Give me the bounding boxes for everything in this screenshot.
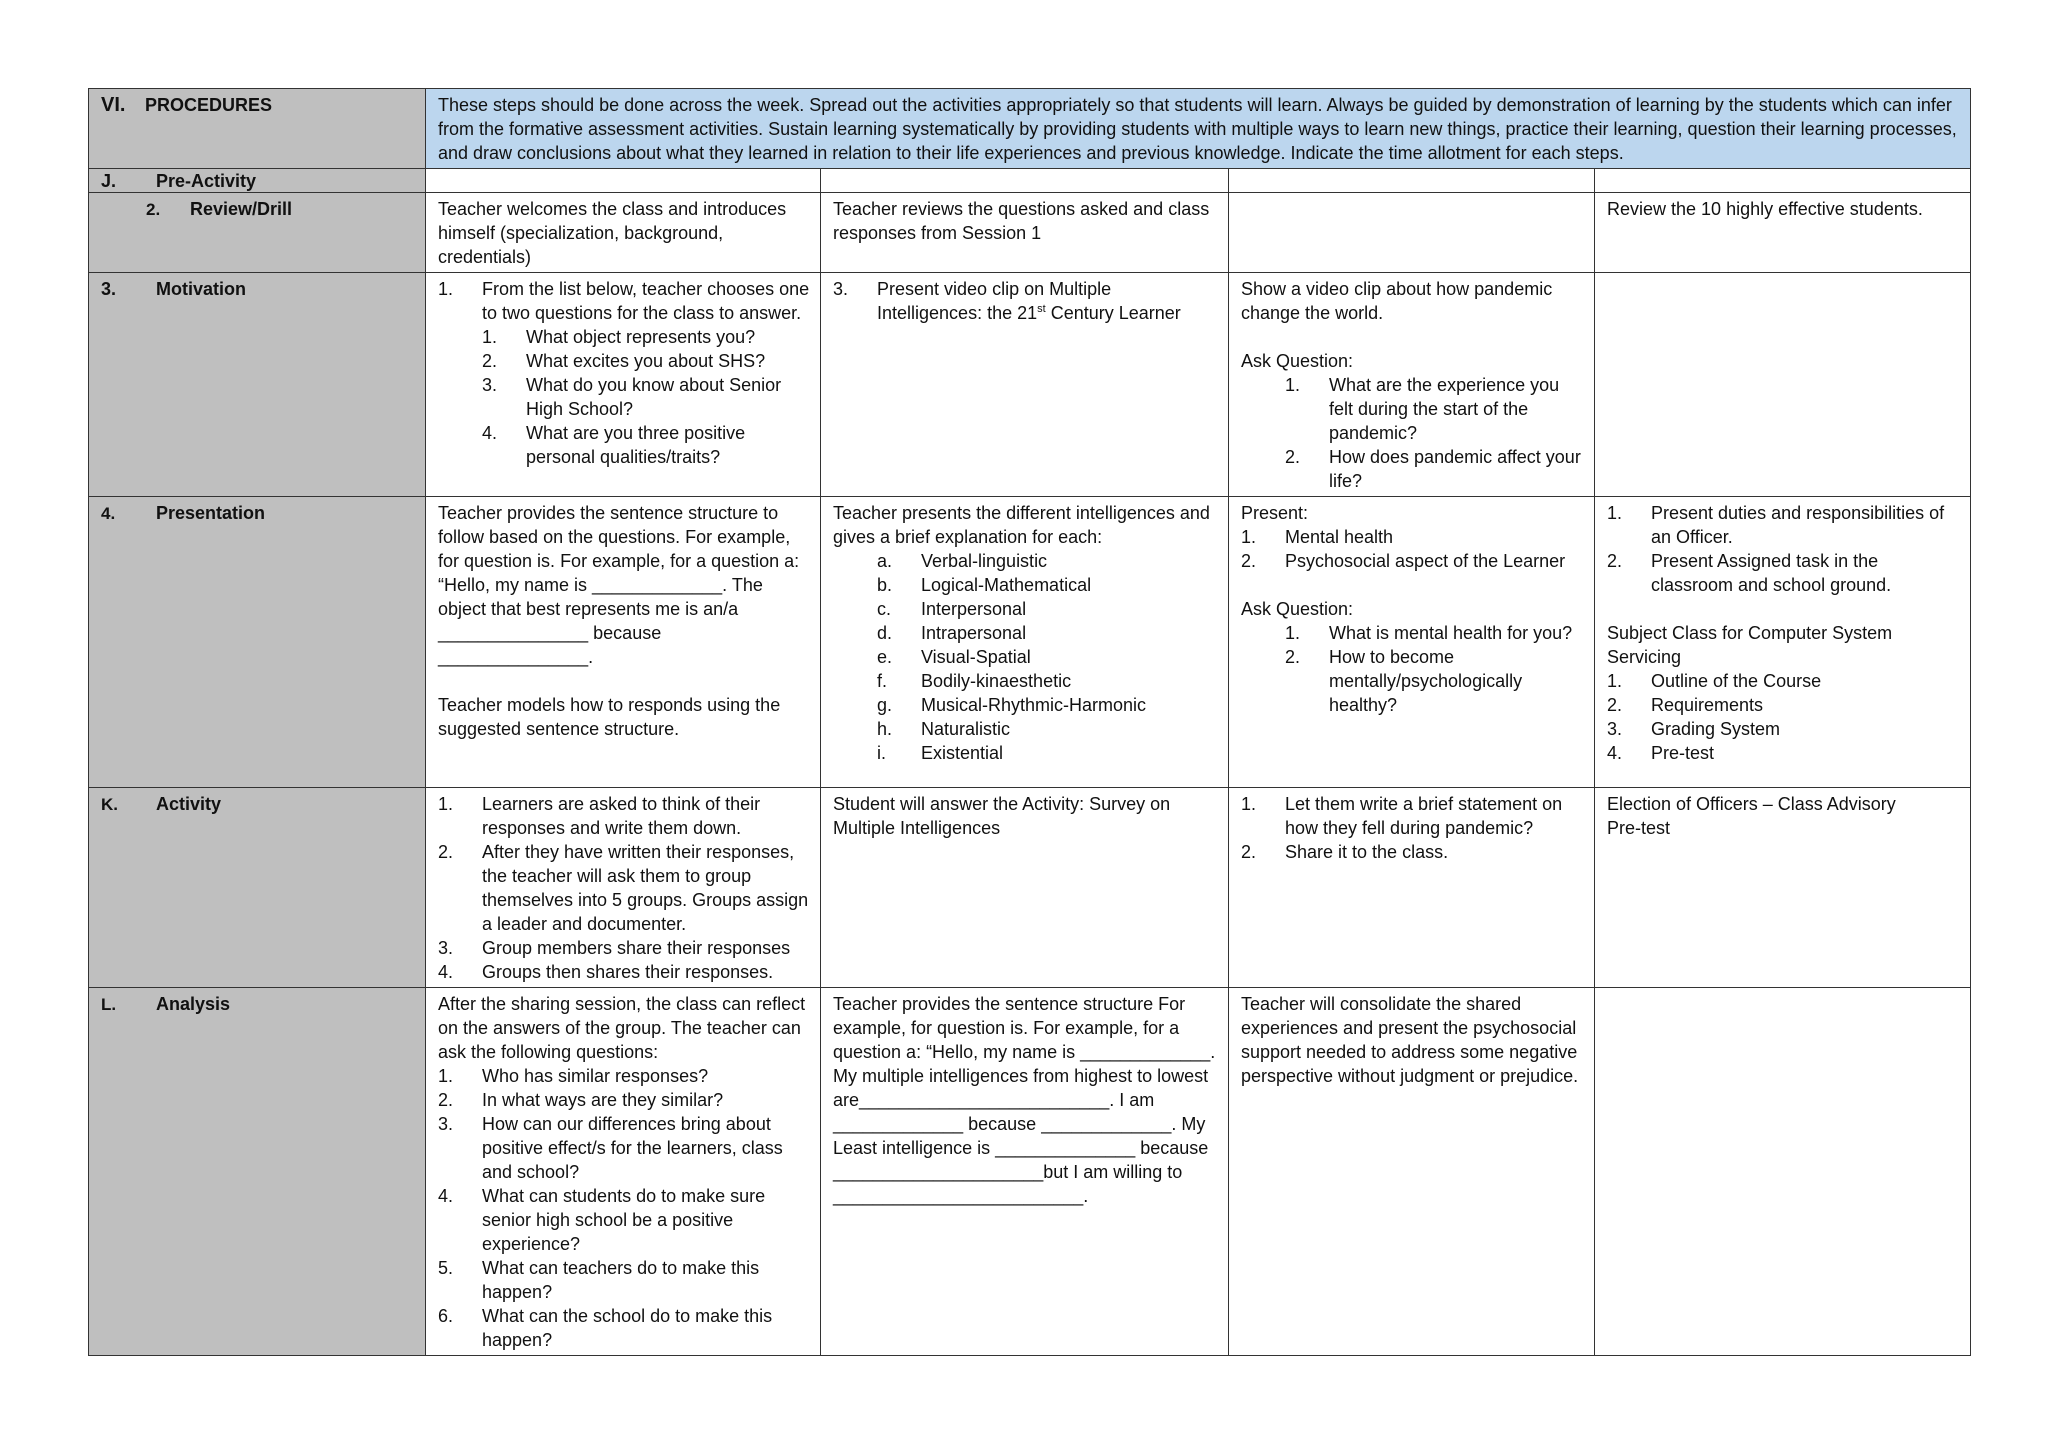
- list-marker: 4.: [1607, 743, 1623, 763]
- list-item-text: What do you know about Senior High School?: [526, 375, 782, 419]
- list-item-text: Bodily-kinaesthetic: [921, 671, 1072, 691]
- analysis-cell-3: Teacher will consolidate the shared experiences and present the psychosocial support needed to address some negative perspective without judgment or prejudice.: [1229, 988, 1595, 1356]
- list-marker: h.: [877, 719, 893, 739]
- pre-activity-row: [89, 169, 1971, 193]
- list-item-text: What is mental health for you?: [1329, 623, 1573, 643]
- list-item-text: Interpersonal: [921, 599, 1027, 619]
- list-marker: e.: [877, 647, 893, 667]
- list-item: [438, 1112, 810, 1184]
- list-marker: 1.: [482, 327, 498, 347]
- activity-row: [89, 788, 1971, 988]
- list-marker: 3.: [1607, 719, 1623, 739]
- presentation-cell-2: Teacher presents the different intelligences and gives a brief explanation for each: a. Verbal-linguistic b. Logical-Mathematical c. Interpersonal d. Intrapersonal e. Visual-Spatial f. Bodily-kinaesthetic g. Musical-Rhythmic-Harmonic h. Naturalistic i. Existential: [821, 497, 1229, 788]
- activity-cell-4: Election of Officers – Class Advisory Pre-test: [1595, 788, 1971, 988]
- list-marker: 4.: [482, 423, 498, 443]
- list-item: [1285, 645, 1584, 717]
- list-item: [1607, 669, 1960, 693]
- list-marker: 1.: [1285, 375, 1301, 395]
- list-item: [877, 597, 1218, 621]
- activity-title: Activity: [156, 794, 222, 814]
- activity-cell-3: [1229, 788, 1595, 988]
- list-item: [1241, 840, 1584, 864]
- list-item: [1241, 549, 1584, 573]
- section-title: PROCEDURES: [145, 95, 273, 115]
- presentation-cell-4: 1. Present duties and responsibilities of an Officer. 2. Present Assigned task in the classroom and school ground. Subject Class for Computer System Servicing 1. Outline of the Course 2. Requirements 3. Grading System 4. Pre-test: [1595, 497, 1971, 788]
- motivation-label: [89, 273, 426, 497]
- motivation-cell-4: [1595, 273, 1971, 497]
- list-item-text: Naturalistic: [921, 719, 1011, 739]
- list-item: [877, 621, 1218, 645]
- list-item-text: Logical-Mathematical: [921, 575, 1092, 595]
- analysis-cell-4: [1595, 988, 1971, 1356]
- list-marker: f.: [877, 671, 888, 691]
- list-marker: 2.: [1241, 551, 1257, 571]
- list-item: [1285, 621, 1584, 645]
- list-marker: 3.: [833, 279, 849, 299]
- list-item-text: How does pandemic affect your life?: [1329, 447, 1581, 491]
- list-marker: 2.: [1285, 447, 1301, 467]
- list-item-text: Verbal-linguistic: [921, 551, 1048, 571]
- list-item: [1607, 501, 1960, 549]
- list-item-text: Pre-test: [1651, 743, 1715, 763]
- list-item: [877, 717, 1218, 741]
- list-item: [1285, 445, 1584, 493]
- list-item: [1607, 549, 1960, 597]
- list-item: [438, 1088, 810, 1112]
- list-item-text: How can our differences bring about positive effect/s for the learners, class and school?: [482, 1114, 783, 1182]
- analysis-title: Analysis: [156, 994, 231, 1014]
- list-item: [438, 792, 810, 840]
- review-cell-1: Teacher welcomes the class and introduces himself (specialization, background, credentials): [426, 193, 821, 273]
- list-marker: 2.: [1607, 551, 1623, 571]
- list-marker: 3.: [482, 375, 498, 395]
- list-item: [1285, 373, 1584, 445]
- list-item: [833, 277, 1218, 325]
- list-item-text: Present duties and responsibilities of an Officer.: [1651, 503, 1945, 547]
- activity-letter: K.: [101, 795, 118, 814]
- list-item: [438, 960, 810, 984]
- list-item-text: Requirements: [1651, 695, 1764, 715]
- list-item-text: Century Learner: [1045, 303, 1181, 323]
- analysis-letter: L.: [101, 995, 117, 1014]
- list-item: [1607, 717, 1960, 741]
- list-marker: 2.: [1607, 695, 1623, 715]
- motivation-cell-1: [426, 273, 821, 497]
- list-marker: g.: [877, 695, 893, 715]
- list-item: [438, 936, 810, 960]
- list-item-text: st: [1037, 303, 1046, 315]
- analysis-cell-2: Teacher provides the sentence structure For example, for question is. For example, for a question a: “Hello, my name is _____________. My multiple intelligences from highest to lowest are_________________________. I am _____________ because _____________. My Least intelligence is ______________ because _____________________but I am willing to _________________________.: [821, 988, 1229, 1356]
- list-item-text: How to become mentally/psychologically healthy?: [1329, 647, 1523, 715]
- pre-activity-cell-3: [1229, 169, 1595, 193]
- list-marker: 1.: [438, 794, 454, 814]
- list-item: [877, 693, 1218, 717]
- list-item-text: From the list below, teacher chooses one to two questions for the class to answer.: [482, 279, 810, 323]
- list-item: [877, 741, 1218, 765]
- list-marker: 1.: [1241, 794, 1257, 814]
- pre-activity-cell-4: [1595, 169, 1971, 193]
- activity-label: [89, 788, 426, 988]
- pre-activity-title: Pre-Activity: [156, 171, 257, 191]
- list-item-text: Musical-Rhythmic-Harmonic: [921, 695, 1147, 715]
- list-item: [438, 1256, 810, 1304]
- list-marker: 1.: [1285, 623, 1301, 643]
- list-marker: 6.: [438, 1306, 454, 1326]
- list-item: [1607, 741, 1960, 765]
- list-marker: d.: [877, 623, 893, 643]
- list-item: [438, 1184, 810, 1256]
- motivation-num: 3.: [101, 279, 117, 299]
- list-marker: 1.: [438, 1066, 454, 1086]
- motivation-row: [89, 273, 1971, 497]
- presentation-row: [89, 497, 1971, 788]
- list-item-text: After they have written their responses, the teacher will ask them to group themselves into 5 groups. Groups assign a leader and documenter.: [482, 842, 809, 934]
- list-marker: 3.: [438, 1114, 454, 1134]
- review-title: Review/Drill: [190, 199, 293, 219]
- list-marker: 1.: [1607, 671, 1623, 691]
- section-numeral: VI.: [101, 94, 126, 116]
- list-item-text: Present Assigned task in the classroom and school ground.: [1651, 551, 1892, 595]
- list-item: [438, 277, 810, 469]
- list-item-text: What are the experience you felt during the start of the pandemic?: [1329, 375, 1560, 443]
- review-cell-3: [1229, 193, 1595, 273]
- list-item: [1241, 525, 1584, 549]
- list-item-text: Present video clip on Multiple Intelligences: the 21: [877, 279, 1112, 323]
- list-item: [438, 1064, 810, 1088]
- list-item: [482, 421, 810, 469]
- presentation-cell-3: Present: 1. Mental health 2. Psychosocial aspect of the Learner Ask Question: 1. What is mental health for you? 2. How to become mentally/psychologically healthy?: [1229, 497, 1595, 788]
- presentation-label: [89, 497, 426, 788]
- list-item: [1241, 792, 1584, 840]
- review-cell-2: Teacher reviews the questions asked and class responses from Session 1: [821, 193, 1229, 273]
- list-marker: 3.: [438, 938, 454, 958]
- list-marker: i.: [877, 743, 886, 763]
- list-item-text: What excites you about SHS?: [526, 351, 766, 371]
- pre-activity-label: [89, 169, 426, 193]
- list-item-text: What object represents you?: [526, 327, 756, 347]
- section-note: These steps should be done across the week. Spread out the activities appropriately so that students will learn. Always be guided by demonstration of learning by the students which can infer from the formative assessment activities. Sustain learning systematically by providing students with multiple ways to learn new things, practice their learning, question their learning processes, and draw conclusions about what they learned in relation to their life experiences and previous knowledge. Indicate the time allotment for each steps.: [426, 89, 1971, 169]
- list-marker: 2.: [438, 1090, 454, 1110]
- review-label: [89, 193, 426, 273]
- list-marker: 5.: [438, 1258, 454, 1278]
- analysis-label: [89, 988, 426, 1356]
- activity-cell-1: [426, 788, 821, 988]
- list-item-text: Group members share their responses: [482, 938, 791, 958]
- list-item-text: What can the school do to make this happen?: [482, 1306, 773, 1350]
- list-item: [482, 325, 810, 349]
- motivation-cell-2: [821, 273, 1229, 497]
- review-num: 2.: [146, 200, 161, 219]
- presentation-title: Presentation: [156, 503, 266, 523]
- list-item-text: Outline of the Course: [1651, 671, 1822, 691]
- list-marker: c.: [877, 599, 892, 619]
- section-heading: [89, 89, 426, 169]
- list-item: [877, 573, 1218, 597]
- list-marker: 2.: [438, 842, 454, 862]
- list-marker: 2.: [1285, 647, 1301, 667]
- list-item-text: Psychosocial aspect of the Learner: [1285, 551, 1566, 571]
- list-item-text: In what ways are they similar?: [482, 1090, 724, 1110]
- list-item-text: Let them write a brief statement on how they fell during pandemic?: [1285, 794, 1563, 838]
- list-item-text: Visual-Spatial: [921, 647, 1031, 667]
- list-marker: 2.: [482, 351, 498, 371]
- list-item-text: Share it to the class.: [1285, 842, 1449, 862]
- pre-activity-cell-1: [426, 169, 821, 193]
- list-item: [877, 669, 1218, 693]
- list-marker: 4.: [438, 962, 454, 982]
- motivation-title: Motivation: [156, 279, 246, 299]
- list-item-text: What are you three positive personal qualities/traits?: [526, 423, 746, 467]
- list-item: [438, 1304, 810, 1352]
- list-marker: 2.: [1241, 842, 1257, 862]
- list-marker: 1.: [438, 279, 454, 299]
- list-item-text: Existential: [921, 743, 1004, 763]
- list-marker: a.: [877, 551, 893, 571]
- list-item-text: Learners are asked to think of their responses and write them down.: [482, 794, 761, 838]
- procedures-table: [88, 88, 1971, 1356]
- list-item-text: What can teachers do to make this happen?: [482, 1258, 760, 1302]
- list-item: [877, 549, 1218, 573]
- list-marker: b.: [877, 575, 893, 595]
- presentation-cell-1: Teacher provides the sentence structure to follow based on the questions. For example, for question is. For example, for a question a: “Hello, my name is _____________. The object that best represents me is an/a _______________ because _______________. Teacher models how to responds using the suggested sentence structure.: [426, 497, 821, 788]
- list-item: [482, 349, 810, 373]
- presentation-num: 4.: [101, 504, 116, 523]
- list-item: [877, 645, 1218, 669]
- analysis-row: [89, 988, 1971, 1356]
- list-item-text: Mental health: [1285, 527, 1394, 547]
- list-item: [482, 373, 810, 421]
- review-cell-4: Review the 10 highly effective students.: [1595, 193, 1971, 273]
- list-marker: 4.: [438, 1186, 454, 1206]
- list-marker: 1.: [1241, 527, 1257, 547]
- list-item-text: Intrapersonal: [921, 623, 1027, 643]
- header-row: [89, 89, 1971, 169]
- list-item: [438, 840, 810, 936]
- pre-activity-cell-2: [821, 169, 1229, 193]
- review-row: [89, 193, 1971, 273]
- list-item-text: Who has similar responses?: [482, 1066, 709, 1086]
- list-item-text: What can students do to make sure senior high school be a positive experience?: [482, 1186, 766, 1254]
- list-item-text: Groups then shares their responses.: [482, 962, 774, 982]
- activity-cell-2: Student will answer the Activity: Survey on Multiple Intelligences: [821, 788, 1229, 988]
- list-marker: 1.: [1607, 503, 1623, 523]
- analysis-cell-1: After the sharing session, the class can reflect on the answers of the group. The teacher can ask the following questions: 1. Who has similar responses? 2. In what ways are they similar? 3. How can our differences bring about positive effect/s for the learners, class and school? 4. What can students do to make sure senior high school be a positive experience? 5. What can teachers do to make this happen? 6. What can the school do to make this happen?: [426, 988, 821, 1356]
- list-item-text: Grading System: [1651, 719, 1781, 739]
- motivation-cell-3: Show a video clip about how pandemic change the world. Ask Question: 1. What are the experience you felt during the start of the pandemic? 2. How does pandemic affect your life?: [1229, 273, 1595, 497]
- pre-activity-letter: J.: [101, 171, 117, 191]
- list-item: [1607, 693, 1960, 717]
